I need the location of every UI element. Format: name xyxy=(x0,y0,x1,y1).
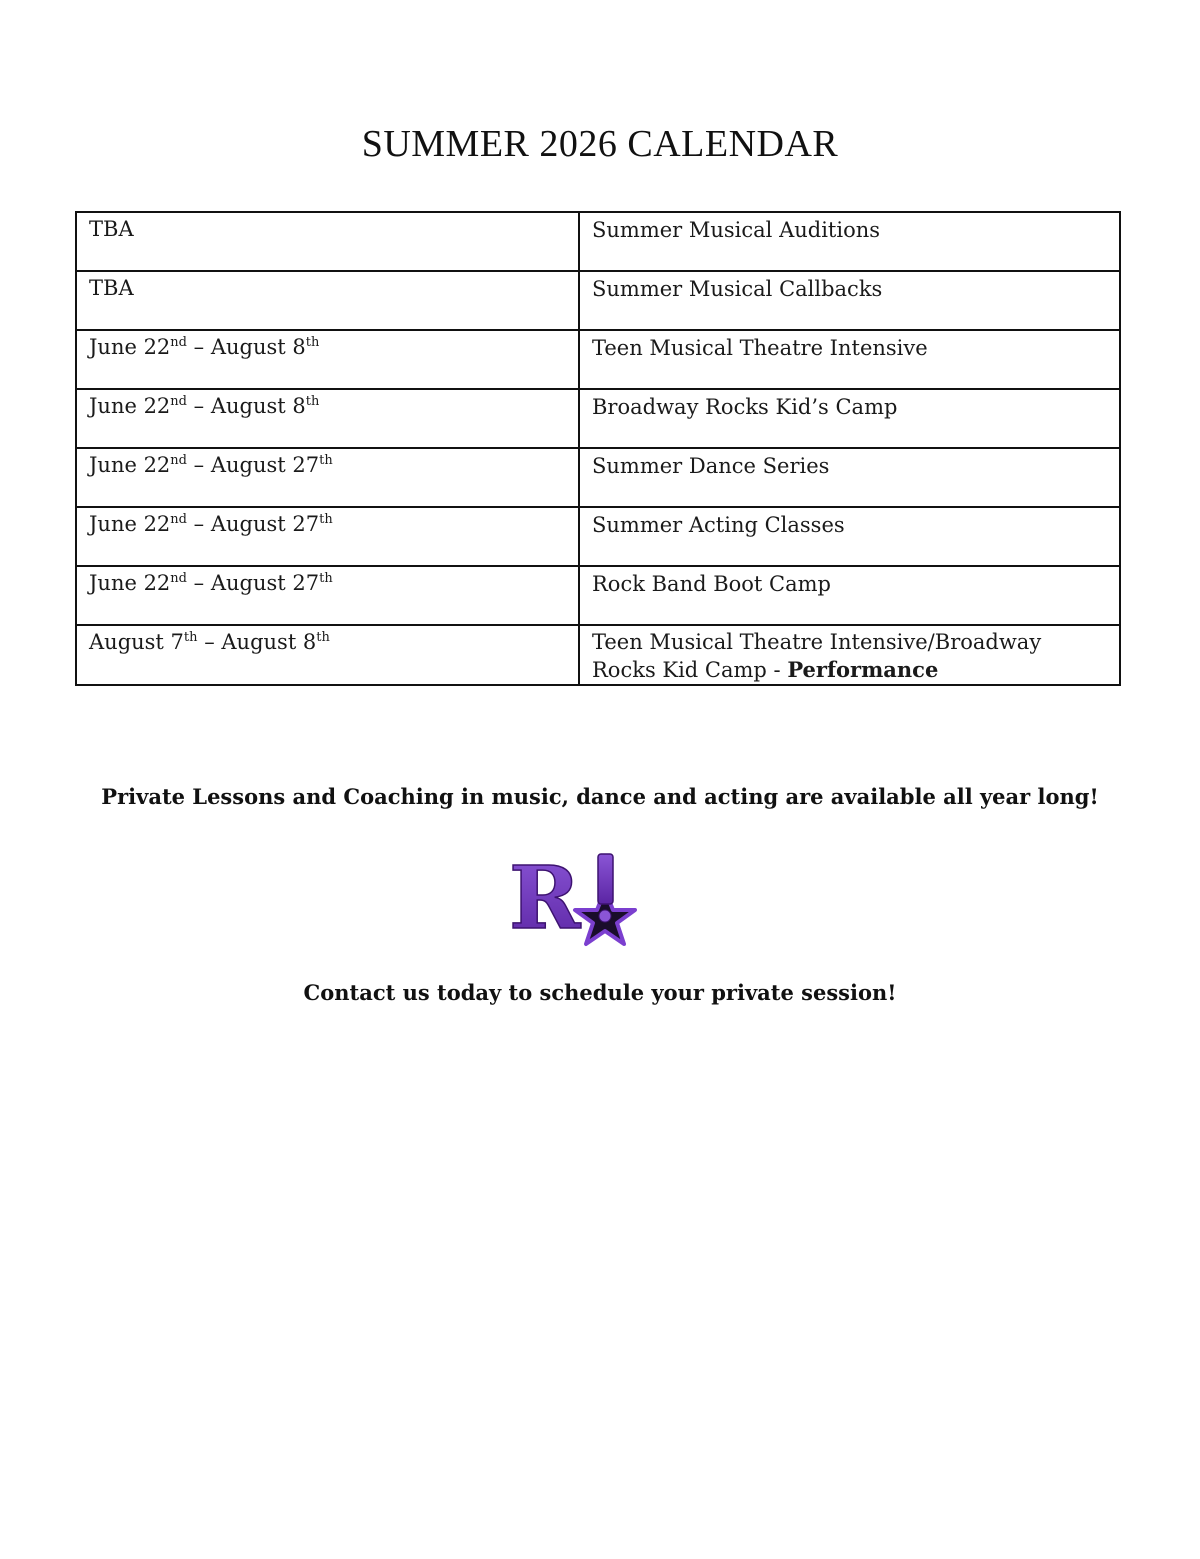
date-start-suffix: nd xyxy=(170,571,187,586)
date-end-suffix: th xyxy=(316,630,330,645)
date-start-suffix: th xyxy=(183,630,198,645)
event-cell xyxy=(579,271,1120,330)
event-name: Teen Musical Theatre Intensive xyxy=(592,336,928,360)
table-row xyxy=(76,389,1120,448)
date-end: – August 27 xyxy=(187,512,320,536)
date-cell xyxy=(76,212,579,271)
date-start: June 22 xyxy=(89,453,171,477)
date-end-suffix: th xyxy=(319,512,333,527)
date-cell xyxy=(76,271,579,330)
date-cell xyxy=(76,448,579,507)
table-row xyxy=(76,566,1120,625)
date-start-suffix: nd xyxy=(170,394,187,409)
date-end-suffix: th xyxy=(305,394,320,409)
table-row xyxy=(76,212,1120,271)
contact-note: Contact us today to schedule your private session! xyxy=(303,980,897,1005)
calendar-table xyxy=(75,211,1121,686)
ri-star-logo-icon xyxy=(505,848,655,948)
event-cell xyxy=(579,566,1120,625)
date-start: June 22 xyxy=(89,335,171,359)
date-end: – August 8 xyxy=(187,394,306,418)
event-name: Teen Musical Theatre Intensive/Broadway Rocks Kid Camp - xyxy=(592,630,1042,682)
date-end: – August 8 xyxy=(197,630,317,654)
svg-text:R: R xyxy=(509,848,581,948)
date-start-suffix: nd xyxy=(170,453,187,468)
event-name: Summer Dance Series xyxy=(592,454,830,478)
event-cell xyxy=(579,507,1120,566)
date-start: TBA xyxy=(89,217,134,241)
date-cell xyxy=(76,389,579,448)
date-start: June 22 xyxy=(89,394,171,418)
date-start-suffix: nd xyxy=(170,512,187,527)
date-cell xyxy=(76,566,579,625)
table-row xyxy=(76,507,1120,566)
event-cell xyxy=(579,330,1120,389)
event-cell xyxy=(579,448,1120,507)
event-cell xyxy=(579,389,1120,448)
date-start-suffix: nd xyxy=(170,335,187,350)
date-end-suffix: th xyxy=(305,335,320,350)
date-start: June 22 xyxy=(89,571,171,595)
date-start: August 7 xyxy=(89,630,184,654)
table-row xyxy=(76,330,1120,389)
event-name: Summer Musical Auditions xyxy=(592,218,881,242)
event-name: Broadway Rocks Kid’s Camp xyxy=(592,395,898,419)
date-start: June 22 xyxy=(89,512,171,536)
table-row xyxy=(76,271,1120,330)
date-cell xyxy=(76,507,579,566)
table-row xyxy=(76,448,1120,507)
date-cell xyxy=(76,625,579,685)
date-cell xyxy=(76,330,579,389)
event-cell xyxy=(579,212,1120,271)
date-end-suffix: th xyxy=(319,453,333,468)
event-name: Summer Musical Callbacks xyxy=(592,277,883,301)
table-row xyxy=(76,625,1120,685)
event-emphasis: Performance xyxy=(787,657,939,682)
event-name: Rock Band Boot Camp xyxy=(592,572,831,596)
date-end: – August 8 xyxy=(187,335,306,359)
date-start: TBA xyxy=(89,276,134,300)
event-cell xyxy=(579,625,1120,685)
date-end-suffix: th xyxy=(319,571,333,586)
lessons-note: Private Lessons and Coaching in music, dance and acting are available all year long! xyxy=(101,784,1099,809)
event-name: Summer Acting Classes xyxy=(592,513,845,537)
date-end: – August 27 xyxy=(187,571,320,595)
date-end: – August 27 xyxy=(187,453,320,477)
page-title: SUMMER 2026 CALENDAR xyxy=(361,123,839,165)
